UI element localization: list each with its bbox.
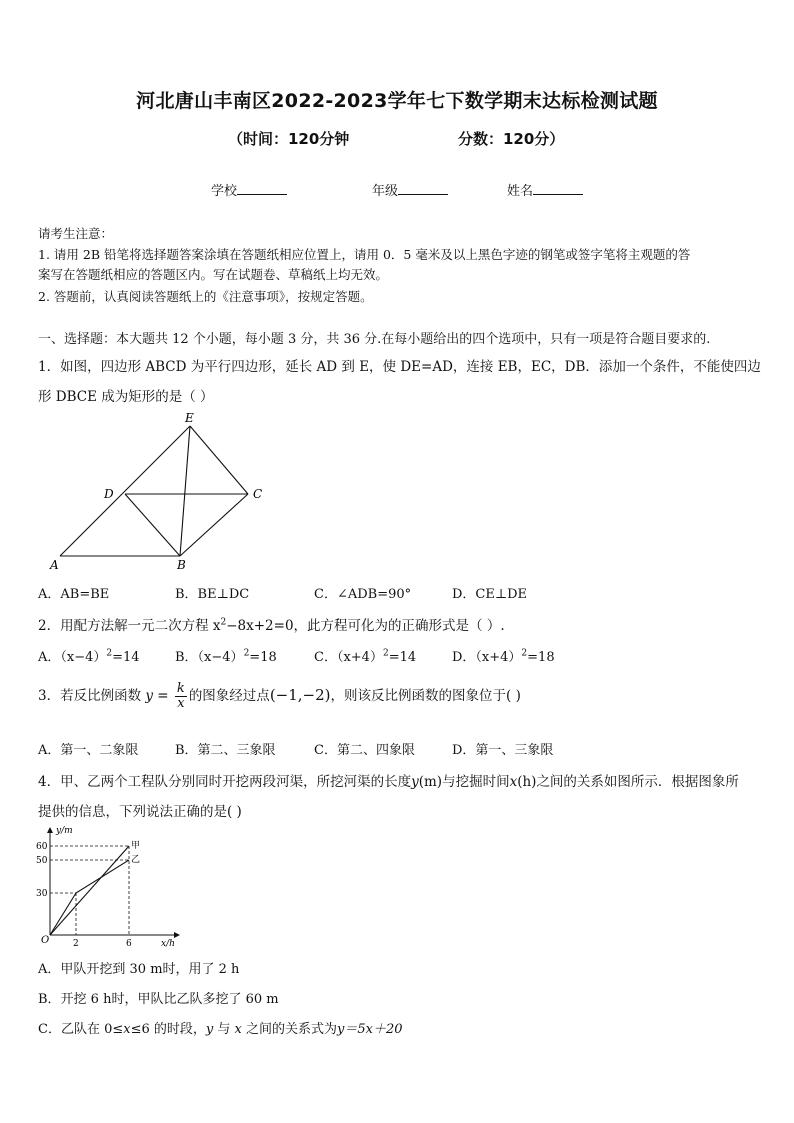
q4-c-c: 与: [213, 1022, 235, 1037]
q2-d-pre: D．（x+4）: [452, 650, 522, 665]
line-yi: [50, 860, 129, 935]
section-heading: 一、选择题：本大题共 12 个小题，每小题 3 分，共 36 分.在每小题给出的四个选项中，只有一项是符合题目要求的.: [38, 332, 711, 347]
notice-line-1: 1. 请用 2B 铅笔将选择题答案涂填在答题纸相应位置上，请用 0．5 毫米及以上黑色字迹的钢笔或签字笔将主观题的答: [38, 247, 691, 262]
graph-xlabel: x/h: [161, 939, 175, 949]
name-label: 姓名: [507, 184, 534, 199]
exam-score: 分数：120分）: [458, 130, 565, 148]
q2-d-sup: 2: [521, 648, 528, 659]
q3-fraction: [175, 682, 187, 711]
grade-label: 年级: [372, 184, 399, 199]
q2-option-a: [38, 646, 140, 665]
q1-option-a: A．AB=BE: [38, 587, 110, 602]
notice-line-3: 2. 答题前，认真阅读答题纸上的《注意事项》，按规定答题。: [38, 289, 373, 304]
name-blank: [533, 182, 583, 195]
school-blank: [237, 182, 287, 195]
series-label-jia: 甲: [131, 841, 141, 851]
segment-EC: [190, 426, 248, 494]
q4-var-y: y: [411, 774, 419, 790]
q2-sup: 2: [220, 617, 227, 628]
q3-text-a: 3．若反比例函数: [38, 688, 142, 704]
q2-b-post: =18: [249, 650, 277, 665]
q4-option-b: B．开挖 6 h时，甲队比乙队多挖了 60 m: [38, 992, 279, 1007]
q3-option-c: C．第二、四象限: [314, 743, 415, 758]
grade-blank: [398, 182, 448, 195]
q4-text-c: 之间的关系如图所示．根据图象所: [536, 774, 739, 790]
q4-c-x: x: [123, 1022, 131, 1037]
q3-text-b: 的图象经过点: [188, 688, 270, 704]
q4-line-2: 提供的信息，下列说法正确的是( ): [38, 804, 242, 820]
q3-option-d: D．第一、三象限: [452, 743, 554, 758]
notice-line-2: 案写在答题纸相应的答题区内。写在试题卷、草稿纸上均无效。: [38, 267, 389, 282]
q4-option-c: [38, 1018, 403, 1037]
q4-unit-h: (h): [517, 774, 537, 790]
q2-a-pre: A．（x−4）: [38, 650, 107, 665]
q3-frac-num: k: [176, 681, 185, 696]
exam-time: （时间：120分钟: [228, 130, 350, 148]
notice-heading: 请考生注意：: [38, 226, 114, 241]
q2-option-c: [314, 646, 416, 665]
q1-option-d: D．CE⊥DE: [452, 587, 527, 602]
q2-option-b: [175, 646, 277, 665]
grade-field: [372, 180, 448, 199]
q3-frac-den: x: [177, 696, 185, 711]
q3-y-eq: y =: [145, 688, 169, 704]
series-label-yi: 乙: [131, 855, 141, 865]
q2-a-sup: 2: [106, 648, 113, 659]
graph-ylabel: y/m: [56, 826, 73, 836]
q2-b-pre: B．（x−4）: [175, 650, 244, 665]
label-C: C: [253, 487, 263, 501]
q2-text-b: −8x+2=0，此方程可化为的正确形式是（ ）.: [226, 618, 505, 634]
q3-text-c: ，则该反比例函数的图象位于( ): [330, 688, 521, 704]
q2-b-sup: 2: [243, 648, 250, 659]
q2-c-sup: 2: [382, 648, 389, 659]
label-E: E: [185, 411, 194, 425]
name-field: [507, 180, 583, 199]
ytick-60: 60: [36, 842, 48, 852]
line-jia: [50, 846, 129, 935]
segment-EB: [180, 426, 190, 556]
xtick-6: 6: [126, 939, 132, 949]
q2-stem: [38, 614, 505, 634]
q1-option-c: C．∠ADB=90°: [314, 587, 412, 602]
q3-stem: [38, 682, 521, 711]
segment-CB: [180, 494, 248, 556]
xtick-2: 2: [73, 939, 79, 949]
school-label: 学校: [211, 184, 238, 199]
segment-AE: [60, 426, 190, 556]
q4-var-x: x: [509, 774, 518, 790]
q4-text-b: 与挖掘时间: [442, 774, 510, 790]
school-field: [211, 180, 287, 199]
q1-line-2: 形 DBCE 成为矩形的是（ ）: [38, 389, 214, 405]
q4-c-eq: y＝5x＋20: [337, 1022, 403, 1037]
label-B: B: [177, 558, 186, 572]
q4-graph: [34, 822, 194, 954]
q2-c-post: =14: [388, 650, 417, 665]
q4-c-b: ≤6 的时段，: [130, 1022, 206, 1037]
q3-option-a: A．第一、二象限: [38, 743, 139, 758]
q2-a-post: =14: [112, 650, 140, 665]
segment-DB: [125, 494, 180, 556]
q1-line-1: 1．如图，四边形 ABCD 为平行四边形，延长 AD 到 E，使 DE=AD，连接 EB，EC，DB．添加一个条件，不能使四边: [38, 359, 761, 375]
q1-figure: [40, 410, 300, 580]
q4-unit-m: (m): [418, 774, 443, 790]
q4-option-a: A．甲队开挖到 30 m时，用了 2 h: [38, 962, 240, 977]
q4-c-d: 之间的关系式为: [241, 1022, 337, 1037]
graph-origin: O: [41, 935, 50, 946]
q4-c-y: y: [205, 1022, 214, 1037]
q4-c-x2: x: [234, 1022, 242, 1037]
q1-option-b: B．BE⊥DC: [175, 587, 250, 602]
ytick-50: 50: [36, 856, 48, 866]
q2-text-a: 2．用配方法解一元二次方程 x: [38, 618, 221, 634]
q2-d-post: =18: [527, 650, 555, 665]
label-D: D: [104, 487, 114, 501]
q4-line-1: [38, 770, 739, 790]
label-A: A: [50, 558, 59, 572]
q3-option-b: B．第二、三象限: [175, 743, 276, 758]
q2-c-pre: C．（x+4）: [314, 650, 383, 665]
q2-option-d: [452, 646, 555, 665]
q4-c-a: C．乙队在 0≤: [38, 1022, 124, 1037]
q4-text-a: 4．甲、乙两个工程队分别同时开挖两段河渠，所挖河渠的长度: [38, 774, 412, 790]
q3-point: (−1,−2): [269, 686, 331, 704]
page-title: 河北唐山丰南区2022-2023学年七下数学期末达标检测试题: [136, 90, 658, 112]
ytick-30: 30: [36, 889, 48, 899]
